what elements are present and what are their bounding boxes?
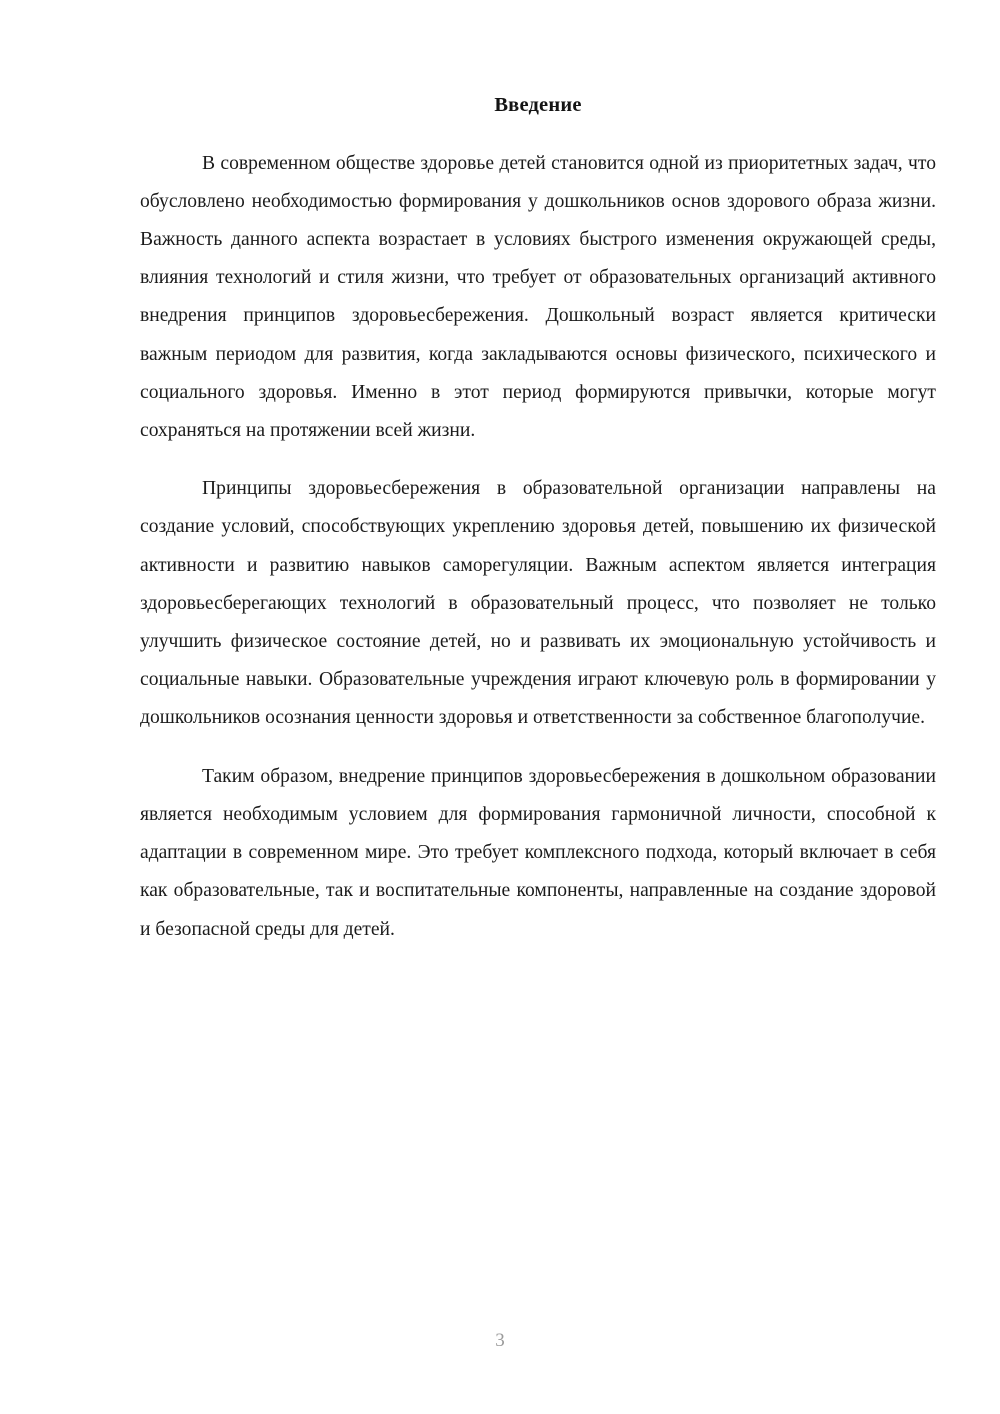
document-body — [140, 92, 936, 949]
page-number: 3 — [495, 1330, 505, 1351]
page-title: Введение — [494, 94, 582, 116]
paragraph-1: В современном обществе здоровье детей становится одной из приоритетных задач, что обусловлено необходимостью формирования у дошкольников основ здорового образа жизни. Важность данного аспекта возрастает в условиях быстрого изменения окружающей среды, влияния технологий и стиля жизни, что требует от образовательных организаций активного внедрения принципов здоровьесбережения. Дошкольный возраст является критически важным периодом для развития, когда закладываются основы физического, психического и социального здоровья. Именно в этот период формируются привычки, которые могут сохраняться на протяжении всей жизни. — [140, 152, 936, 442]
paragraph-2: Принципы здоровьесбережения в образовательной организации направлены на создание условий, способствующих укреплению здоровья детей, повышению их физической активности и развитию навыков саморегуляции. Важным аспектом является интеграция здоровьесберегающих технологий в образовательный процесс, что позволяет не только улучшить физическое состояние детей, но и развивать их эмоциональную устойчивость и социальные навыки. Образовательные учреждения играют ключевую роль в формировании у дошкольников осознания ценности здоровья и ответственности за собственное благополучие. — [140, 478, 936, 729]
paragraph-3: Таким образом, внедрение принципов здоровьесбережения в дошкольном образовании является необходимым условием для формирования гармоничной личности, способной к адаптации в современном мире. Это требует комплексного подхода, который включает в себя как образовательные, так и воспитательные компоненты, направленные на создание здоровой и безопасной среды для детей. — [140, 765, 936, 940]
